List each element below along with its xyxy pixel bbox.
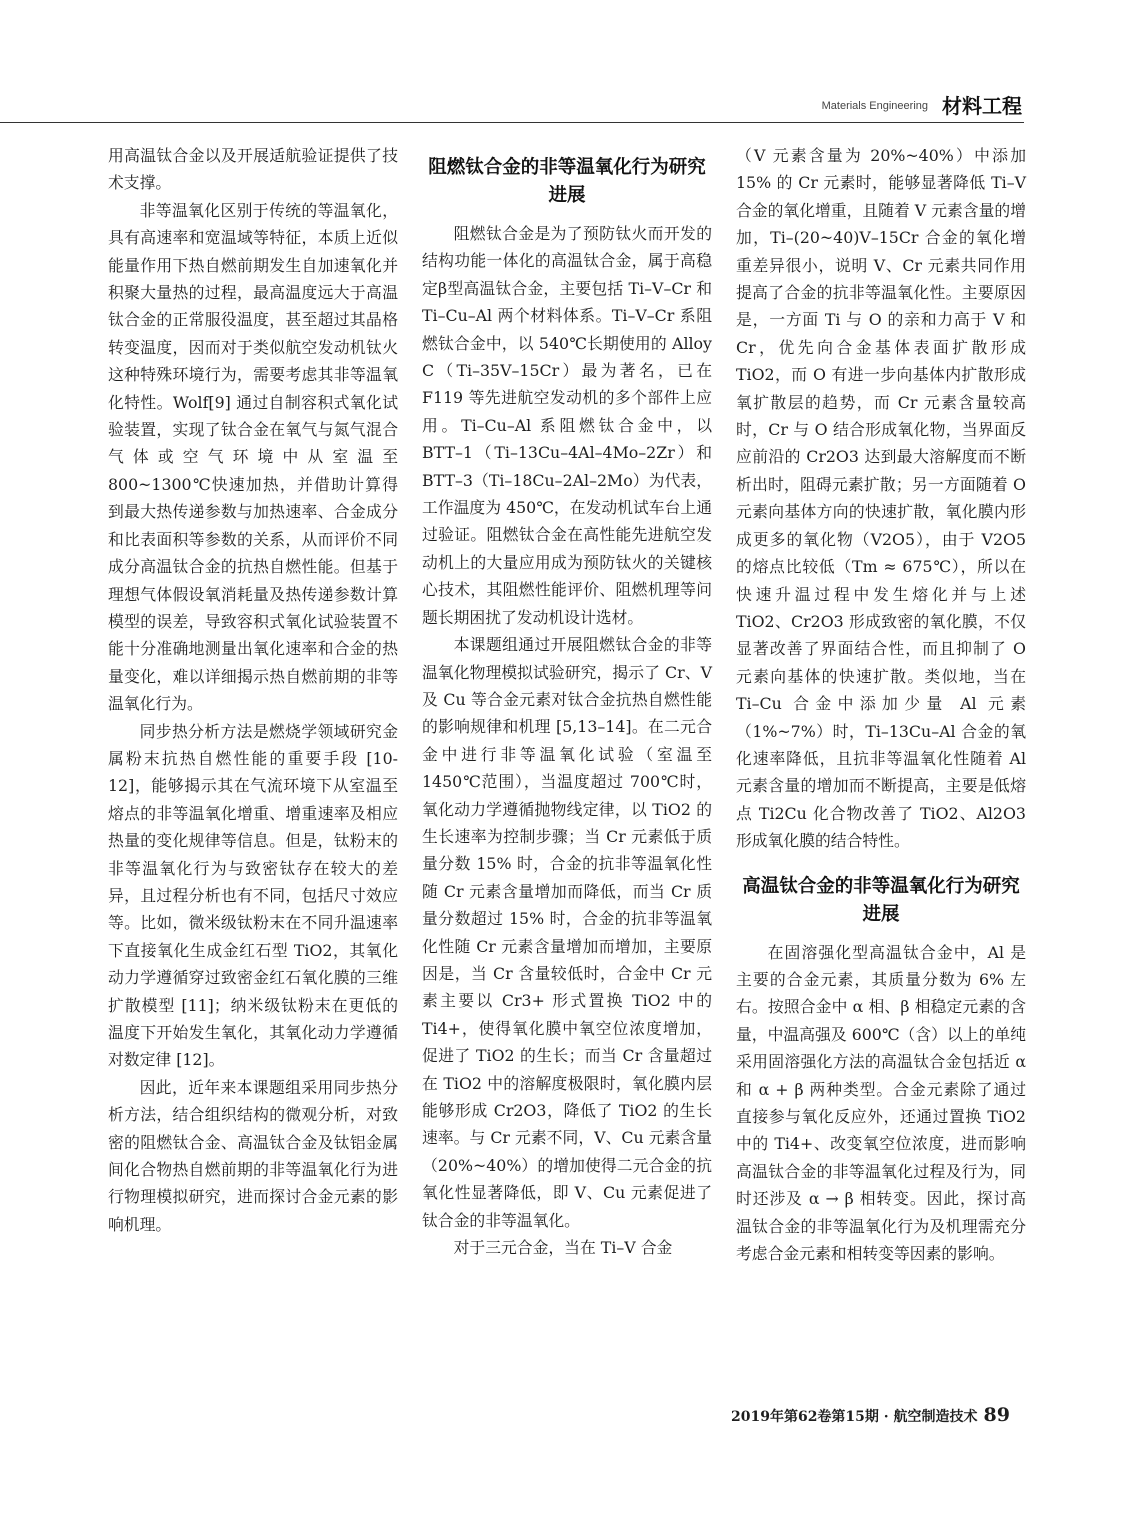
paragraph: 在固溶强化型高温钛合金中，Al 是主要的合金元素，其质量分数为 6% 左右。按照合金中 α 相、β 相稳定元素的含量，中温高强及 600℃（含）以上的单纯采用固溶强化方法的高温钛合金包括近 α 和 α + β 两种类型。合金元素除了通过直接参与氧化反应外，还通过置换 TiO2 中的 Ti4+、改变氧空位浓度，进而影响高温钛合金的非等温氧化过程及行为，同时还涉及 α → β 相转变。因此，探讨高温钛合金的非等温氧化行为及机理需充分考虑合金元素和相转变等因素的影响。 xyxy=(736,942,1026,1264)
section-heading: 阻燃钛合金的非等温氧化行为研究进展 xyxy=(428,157,706,206)
paragraph: 本课题组通过开展阻燃钛合金的非等温氧化物理模拟试验研究，揭示了 Cr、V 及 Cu 等合金元素对钛合金抗热自燃性能的影响规律和机理 [5,13–14]。在二元合金中进行非等温氧化试验（室温至 1450℃范围），当温度超过 700℃时，氧化动力学遵循抛物线定律，以 TiO2 的生长速率为控制步骤；当 Cr 元素低于质量分数 15% 时，合金的抗非等温氧化性随 Cr 元素含量增加而降低，而当 Cr 质量分数超过 15% 时，合金的抗非等温氧化性随 Cr 元素含量增加而增加，主要原因是，当 Cr 含量较低时，合金中 Cr 元素主要以 Cr3+ 形式置换 TiO2 中的 Ti4+，使得氧化膜中氧空位浓度增加，促进了 TiO2 的生长；而当 Cr 含量超过在 TiO2 中的溶解度极限时，氧化膜内层能够形成 Cr2O3，降低了 TiO2 的生长速率。与 Cr 元素不同，V、Cu 元素含量（20%~40%）的增加使得二元合金的抗氧化性显著降低，即 V、Cu 元素促进了钛合金的非等温氧化。 xyxy=(422,635,712,1230)
paragraph: 同步热分析方法是燃烧学领域研究金属粉末抗热自燃性能的重要手段 [10-12]，能够揭示其在气流环境下从室温至熔点的非等温氧化增重、增重速率及相应热量的变化规律等信息。但是，钛粉末的非等温氧化行为与致密钛存在较大的差异，且过程分析也有不同，包括尺寸效应等。比如，微米级钛粉末在不同升温速率下直接氧化生成金红石型 TiO2，其氧化动力学遵循穿过致密金红石氧化膜的三维扩散模型 [11]；纳米级钛粉末在更低的温度下开始发生氧化，其氧化动力学遵循对数定律 [12]。 xyxy=(108,721,398,1070)
journal-issue-info: 2019年第62卷第15期 · 航空制造技术 xyxy=(730,1409,978,1425)
paragraph: 阻燃钛合金是为了预防钛火而开发的结构功能一体化的高温钛合金，属于高稳定β型高温钛合金，主要包括 Ti–V–Cr 和 Ti–Cu–Al 两个材料体系。Ti–V–Cr 系阻燃钛合金中，以 540℃长期使用的 Alloy C（Ti–35V–15Cr）最为著名，已在 F119 等先进航空发动机的多个部件上应用。Ti–Cu–Al 系阻燃钛合金中，以 BTT–1（Ti–13Cu–4Al–4Mo–2Zr）和 BTT–3（Ti–18Cu–2Al–2Mo）为代表，工作温度为 450℃，在发动机试车台上通过验证。阻燃钛合金在高性能先进航空发动机上的大量应用成为预防钛火的关键核心技术，其阻燃性能评价、阻燃机理等问题长期困扰了发动机设计选材。 xyxy=(422,224,712,627)
paragraph: 因此，近年来本课题组采用同步热分析方法，结合组织结构的微观分析，对致密的阻燃钛合金、高温钛合金及钛铝金属间化合物热自燃前期的非等温氧化行为进行物理模拟研究，进而探讨合金元素的影响机理。 xyxy=(108,1077,398,1234)
page-footer xyxy=(640,1404,1010,1426)
page-number: 89 xyxy=(983,1404,1010,1426)
text-column-right xyxy=(736,142,1026,1267)
running-header xyxy=(0,88,1024,123)
paragraph: （V 元素含量为 20%~40%）中添加 15% 的 Cr 元素时，能够显著降低 Ti–V 合金的氧化增重，且随着 V 元素含量的增加，Ti–(20~40)V–15Cr 合金的氧化增重差异很小，说明 V、Cr 元素共同作用提高了合金的抗非等温氧化性。主要原因是，一方面 Ti 与 O 的亲和力高于 V 和 Cr，优先向合金基体表面扩散形成 TiO2，而 O 有进一步向基体内扩散形成氧扩散层的趋势，而 Cr 元素含量较高时，Cr 与 O 结合形成氧化物，当界面反应前沿的 Cr2O3 达到最大溶解度而不断析出时，阻碍元素扩散；另一方面随着 O 元素向基体方向的快速扩散，氧化膜内形成更多的氧化物（V2O5），由于 V2O5 的熔点比较低（Tm ≈ 675℃），所以在快速升温过程中发生熔化并与上述 TiO2、Cr2O3 形成致密的氧化膜，不仅显著改善了界面结合性，而且抑制了 O 元素向基体的快速扩散。类似地，当在 Ti–Cu 合金中添加少量 Al 元素（1%~7%）时，Ti–13Cu–Al 合金的氧化速率降低，且抗非等温氧化性随着 Al 元素含量的增加而不断提高，主要是低熔点 Ti2Cu 化合物改善了 TiO2、Al2O3 形成氧化膜的结合特性。 xyxy=(736,146,1026,851)
text-column-left xyxy=(108,142,398,1238)
paragraph: 用高温钛合金以及开展适航验证提供了技术支撑。 xyxy=(108,146,398,193)
paragraph: 非等温氧化区别于传统的等温氧化，具有高速率和宽温域等特征，本质上近似能量作用下热自燃前期发生自加速氧化并积聚大量热的过程，最高温度远大于高温钛合金的正常服役温度，甚至超过其晶格转变温度，因而对于类似航空发动机钛火这种特殊环境行为，需要考虑其非等温氧化特性。Wolf[9] 通过自制容积式氧化试验装置，实现了钛合金在氧气与氮气混合气体或空气环境中从室温至 800~1300℃快速加热，并借助计算得到最大热传递参数与加热速率、合金成分和比表面积等参数的关系，从而评价不同成分高温钛合金的抗热自燃性能。但基于理想气体假设氧消耗量及热传递参数计算模型的误差，导致容积式氧化试验装置不能十分准确地测量出氧化速率和合金的热量变化，难以详细揭示热自燃前期的非等温氧化行为。 xyxy=(108,200,398,714)
journal-name-english: Materials Engineering xyxy=(821,100,928,112)
journal-name-chinese: 材料工程 xyxy=(942,94,1022,118)
paragraph: 对于三元合金，当在 Ti–V 合金 xyxy=(453,1238,673,1258)
text-column-middle xyxy=(422,142,712,1261)
section-heading: 高温钛合金的非等温氧化行为研究进展 xyxy=(742,875,1020,925)
